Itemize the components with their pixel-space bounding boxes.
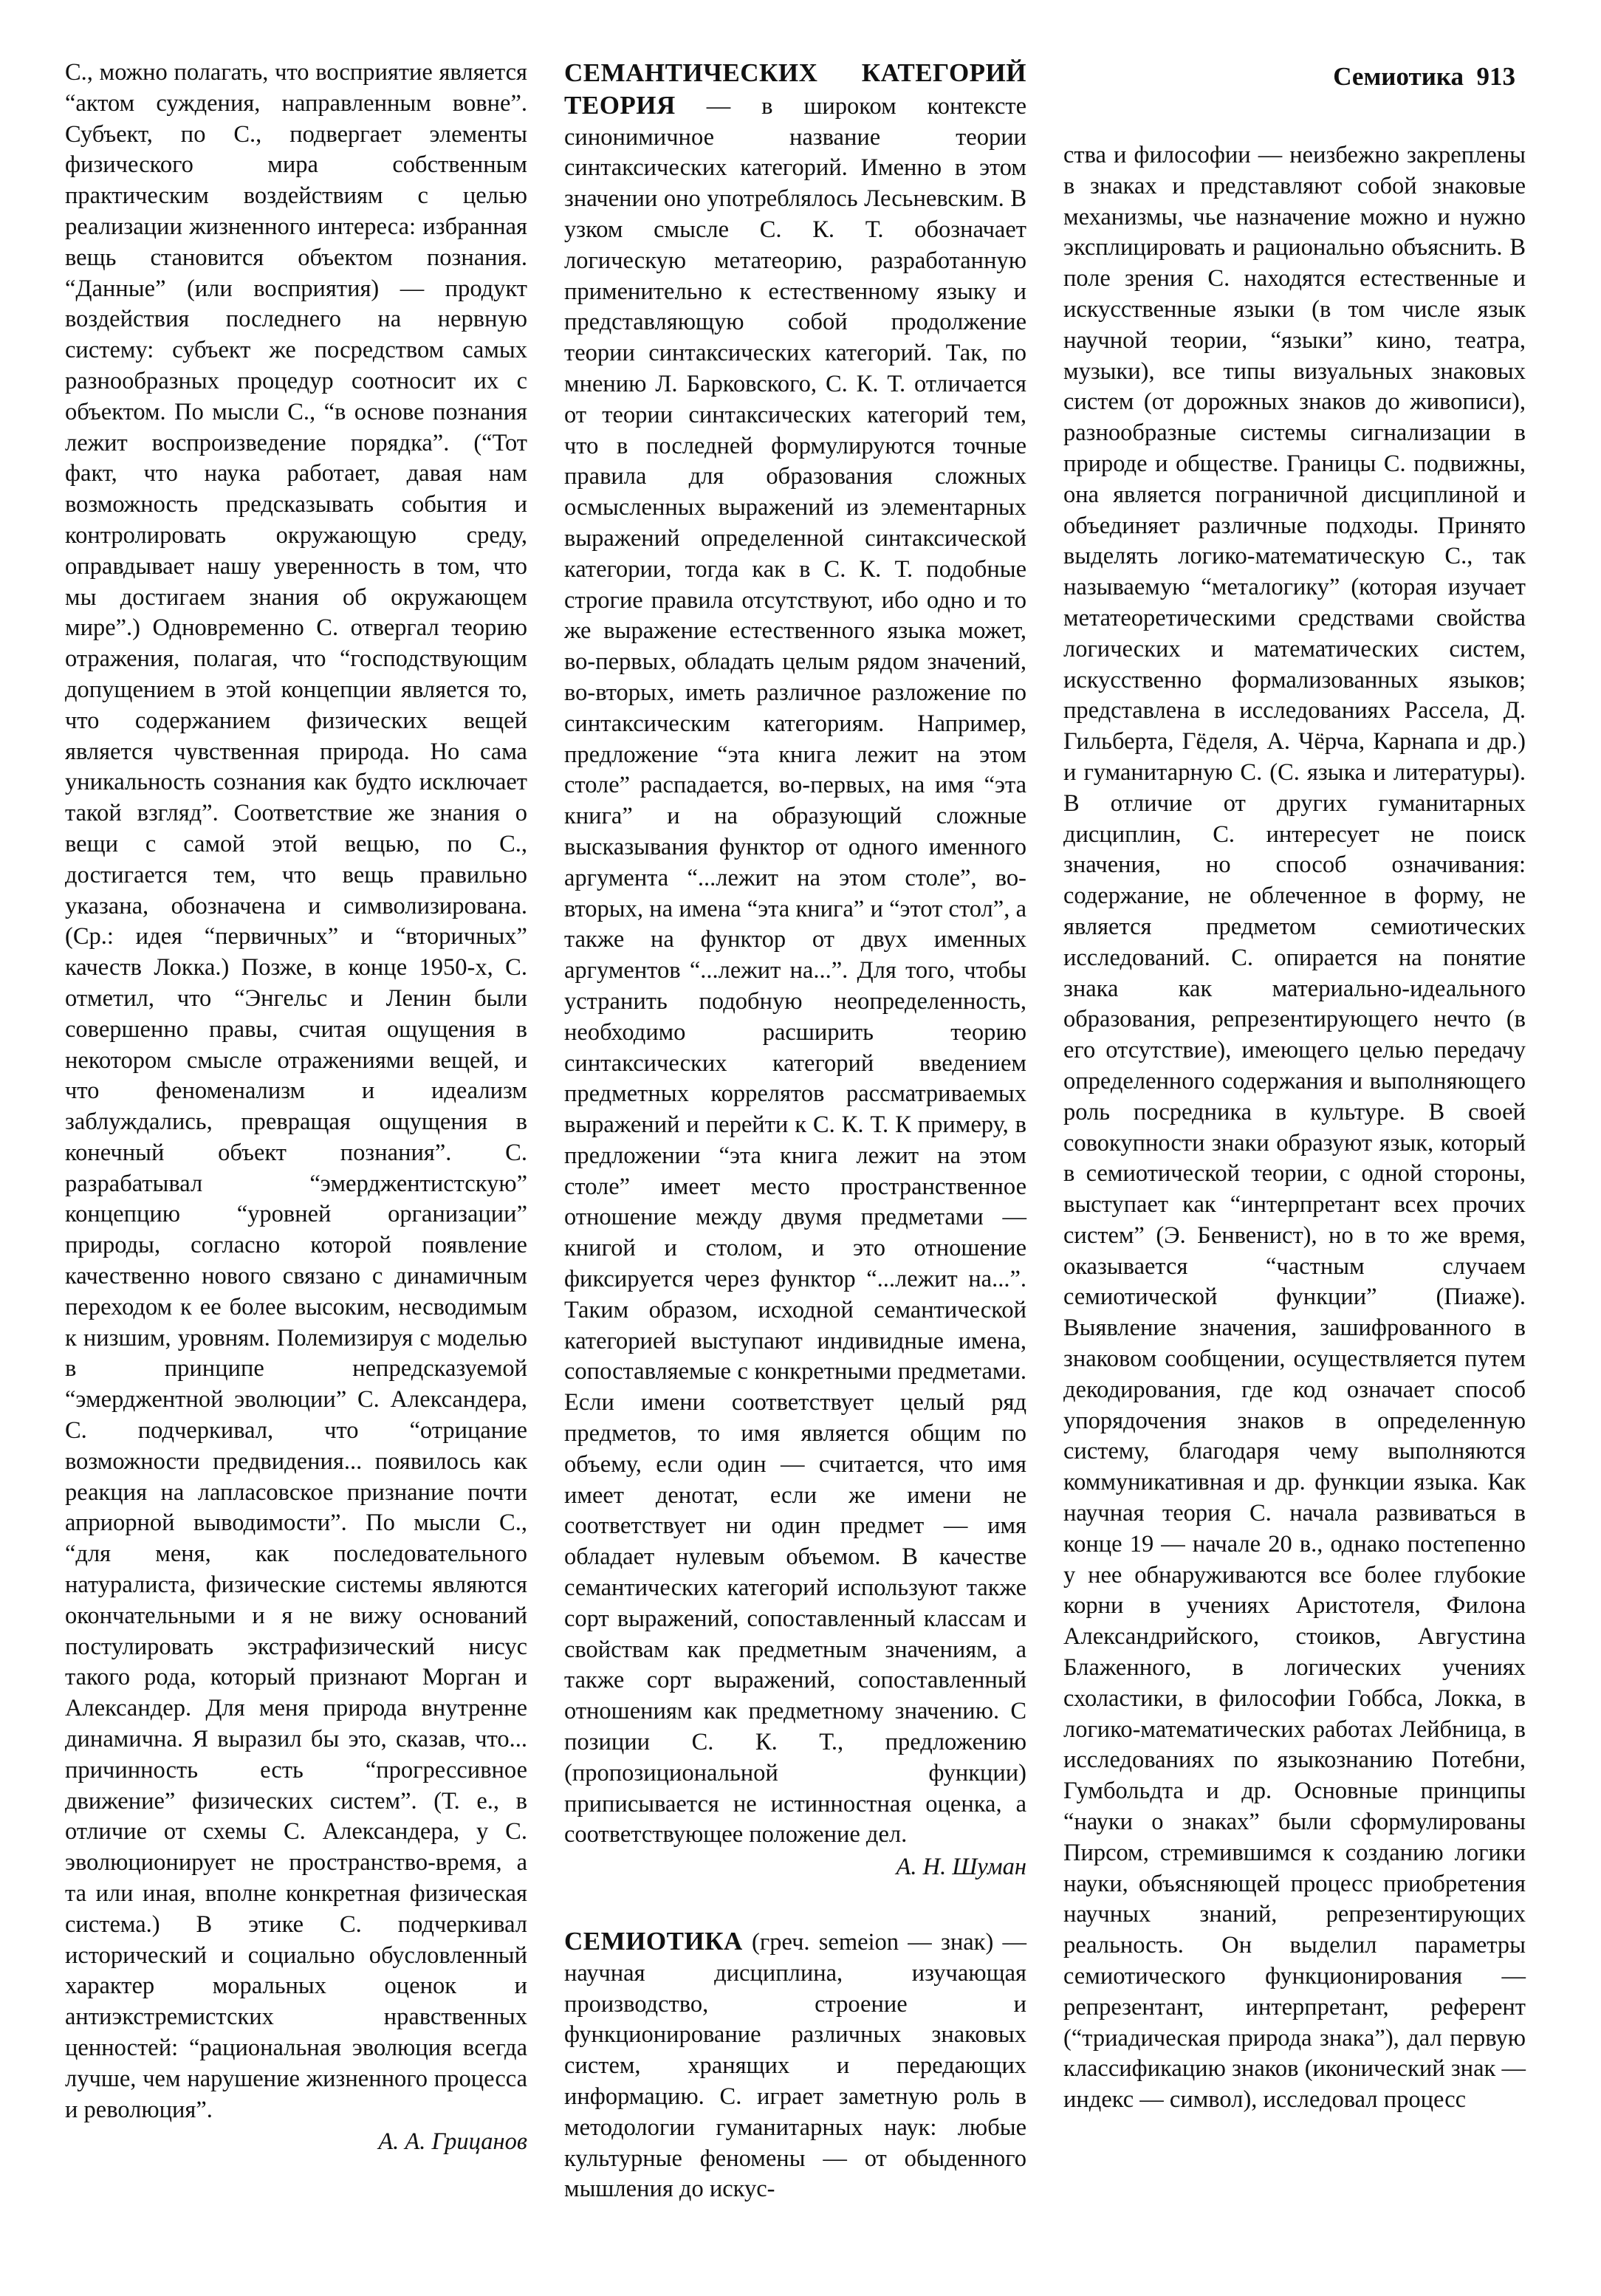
column-3 — [1063, 140, 1526, 2116]
column-2 — [564, 58, 1026, 2205]
entry-term-semantic-categories: СЕМАНТИЧЕСКИХ КАТЕГОРИЙ ТЕОРИЯ — [564, 58, 1026, 120]
entry-continuation-text: С., можно полагать, что восприятие является “актом суждения, направленным вовне”. Субъект, по С., подвергает элементы физического мира собственным практическим воздействиям с целью реализации жизненного интереса: избранная вещь становится объектом познания. “Данные” (или восприятия) — продукт воздействия последнего на нервную систему: субъект же посредством самых разнообразных процедур соотносит их с объектом. По мысли С., “в основе познания лежит воспроизведение порядка”. (“Тот факт, что наука работает, давая нам возможность предсказывать события и контролировать окружающую среду, оправдывает нашу уверенность в том, что мы достигаем знания об окружающем мире”.) Одновременно С. отвергал теорию отражения, полагая, что “господствующим допущением в этой концепции является то, что содержанием физических вещей является чувственная природа. Но сама уникальность сознания как будто исключает такой взгляд”. Соответствие же знания о вещи с самой этой вещью, по С., достигается тем, что вещь правильно указана, обозначена и символизирована. (Ср.: идея “первичных” и “вторичных” качеств Локка.) Позже, в конце 1950-х, С. отметил, что “Энгельс и Ленин были совершенно правы, считая ощущения в некотором смысле отражениями вещей, и что феноменализм и идеализм заблуждались, превращая ощущения в конечный объект познания”. С. разрабатывал “эмерджентистскую” концепцию “уровней организации” природы, согласно которой появление качественно нового связано с динамичным переходом к ее более высоким, несводимым к низшим, уровням. Полемизируя с моделью в принципе непредсказуемой “эмерджентной эволюции” С. Александера, С. подчеркивал, что “отрицание возможности предвидения... появилось как реакция на лапласовское признание почти априорной выводимости”. По мысли С., “для меня, как последовательного натуралиста, физические системы являются окончательными и я не вижу оснований постулировать экстрафизический нисус такого рода, который признают Морган и Александер. Для меня природа внутренне динамична. Я выразил бы это, сказав, что... причинность есть “прогрессивное движение” физических систем”. (Т. е., в отличие от схемы С. Александера, у С. эволюционирует не пространство-время, а та или иная, вполне конкретная физическая система.) В этике С. подчеркивал исторический и социально обусловленный характер моральных оценок и антиэкстремистских нравственных ценностей: “рациональная эволюция всегда лучше, чем нарушение жизненного процесса и революция”. — [65, 59, 527, 2123]
entry-body-semiotics: (греч. semeion — знак) — научная дисциплина, изучающая производство, строение и функционирование различных знаковых систем, хранящих и передающих информацию. С. играет заметную роль в методологии гуманитарных наук: любые культурные феномены — от обыденного мышления до искус- — [564, 1929, 1026, 2203]
entry-semiotics — [564, 1926, 1026, 2205]
entry-separator — [564, 1883, 1026, 1926]
entry-semantic-categories — [564, 58, 1026, 1851]
author-signature-gritsanov: А. А. Грицанов — [378, 2128, 527, 2156]
running-header — [1333, 62, 1515, 92]
header-section-title: Семиотика — [1333, 62, 1464, 91]
author-signature-shuman: А. Н. Шуман — [896, 1854, 1026, 1881]
column-1 — [65, 58, 527, 2158]
entry-semiotics-continuation: ства и философии — неизбежно закреплены в знаках и представляют собой знаковые механизмы, чье назначение можно и нужно эксплицировать и рационально объяснить. В поле зрения С. находятся естественные и искусственные языки (в том числе язык научной теории, “языки” кино, театра, музыки), все типы визуальных знаковых систем (от дорожных знаков до живописи), разнообразные системы сигнализации в природе и обществе. Границы С. подвижны, она является пограничной дисциплиной и объединяет различные подходы. Принято выделять логико-математическую С., так называемую “металогику” (которая изучает метатеоретическими средствами свойства логических и математических систем, искусственно формализованных языков; представлена в исследованиях Рассела, Д. Гильберта, Гёделя, А. Чёрча, Карнапа и др.) и гуманитарную С. (С. языка и литературы). В отличие от других гуманитарных дисциплин, С. интересует не поиск значения, но способ означивания: содержание, не облеченное в форму, не является предметом семиотических исследований. С. опирается на понятие знака как материально-идеального образования, репрезентирующего нечто (в его отсутствие), имеющего целью передачу определенного содержания и выполняющего роль посредника в культуре. В своей совокупности знаки образуют язык, который в семиотической теории, с одной стороны, выступает как “интерпретант всех прочих систем” (Э. Бенвенист), но в то же время, оказывается “частным случаем семиотической функции” (Пиаже). Выявление значения, зашифрованного в знаковом сообщении, осуществляется путем декодирования, где код означает способ упорядочения знаков в определенную систему, благодаря чему выполняются коммуникативная и др. функции языка. Как научная теория С. начала развиваться в конце 19 — начале 20 в., однако постепенно у нее обнаруживаются все более глубокие корни в учениях Аристотеля, Филона Александрийского, стоиков, Августина Блаженного, в логических учениях схоластики, в философии Гоббса, Локка, в логико-математических работах Лейбница, в исследованиях по языкознанию Потебни, Гумбольдта и др. Основные принципы “науки о знаках” были сформулированы Пирсом, стремившимся к созданию логики науки, объясняющей процесс приобретения научных знаний, репрезентирующих реальность. Он выделил параметры семиотического функционирования — репрезентант, интерпретант, референт (“триадическая природа знака”), дал первую классификацию знаков (иконический знак — индекс — символ), исследовал процесс — [1063, 142, 1526, 2114]
entry-term-semiotics: СЕМИОТИКА — [564, 1927, 743, 1956]
entry-body-semantic-categories: — в широком контексте синонимичное название теории синтаксических категорий. Именно в этом значении оно употреблялось Лесьневским. В узком смысле С. К. Т. обозначает логическую метатеорию, разработанную применительно к естественному языку и представляющую собой продолжение теории синтаксических категорий. Так, по мнению Л. Барковского, С. К. Т. отличается от теории синтаксических категорий тем, что в последней формулируются точные правила для образования сложных осмысленных выражений из элементарных выражений определенной синтаксической категории, тогда как в С. К. Т. подобные строгие правила отсутствуют, ибо одно и то же выражение естественного языка может, во-первых, обладать целым рядом значений, во-вторых, иметь различное разложение по синтаксическим категориям. Например, предложение “эта книга лежит на этом столе” распадается, во-первых, на имя “эта книга” и на образующий сложные высказывания функтор от одного именного аргумента “...лежит на этом столе”, во-вторых, на имена “эта книга” и “этот стол”, а также на функтор от двух именных аргументов “...лежит на...”. Для того, чтобы устранить подобную неопределенность, необходимо расширить теорию синтаксических категорий введением предметных коррелятов рассматриваемых выражений и перейти к С. К. Т. К примеру, в предложении “эта книга лежит на этом столе” имеет место пространственное отношение между двумя предметами — книгой и столом, и это отношение фиксируется через функтор “...лежит на...”. Таким образом, исходной семантической категорией выступают индивидные имена, сопоставляемые с конкретными предметами. Если имени соответствует целый ряд предметов, то имя является общим по объему, если один — считается, что имя имеет денотат, если же имени не соответствует ни один предмет — имя обладает нулевым объемом. В качестве семантических категорий используют также сорт выражений, сопоставленный классам и свойствам как предметным значениям, а также сорт выражений, сопоставленный отношениям как предметному значению. С позиции С. К. Т., предложению (пропозициональной функции) приписывается не истинностная оценка, а соответствующее положение дел. — [564, 92, 1026, 1848]
page-number: 913 — [1476, 62, 1515, 91]
